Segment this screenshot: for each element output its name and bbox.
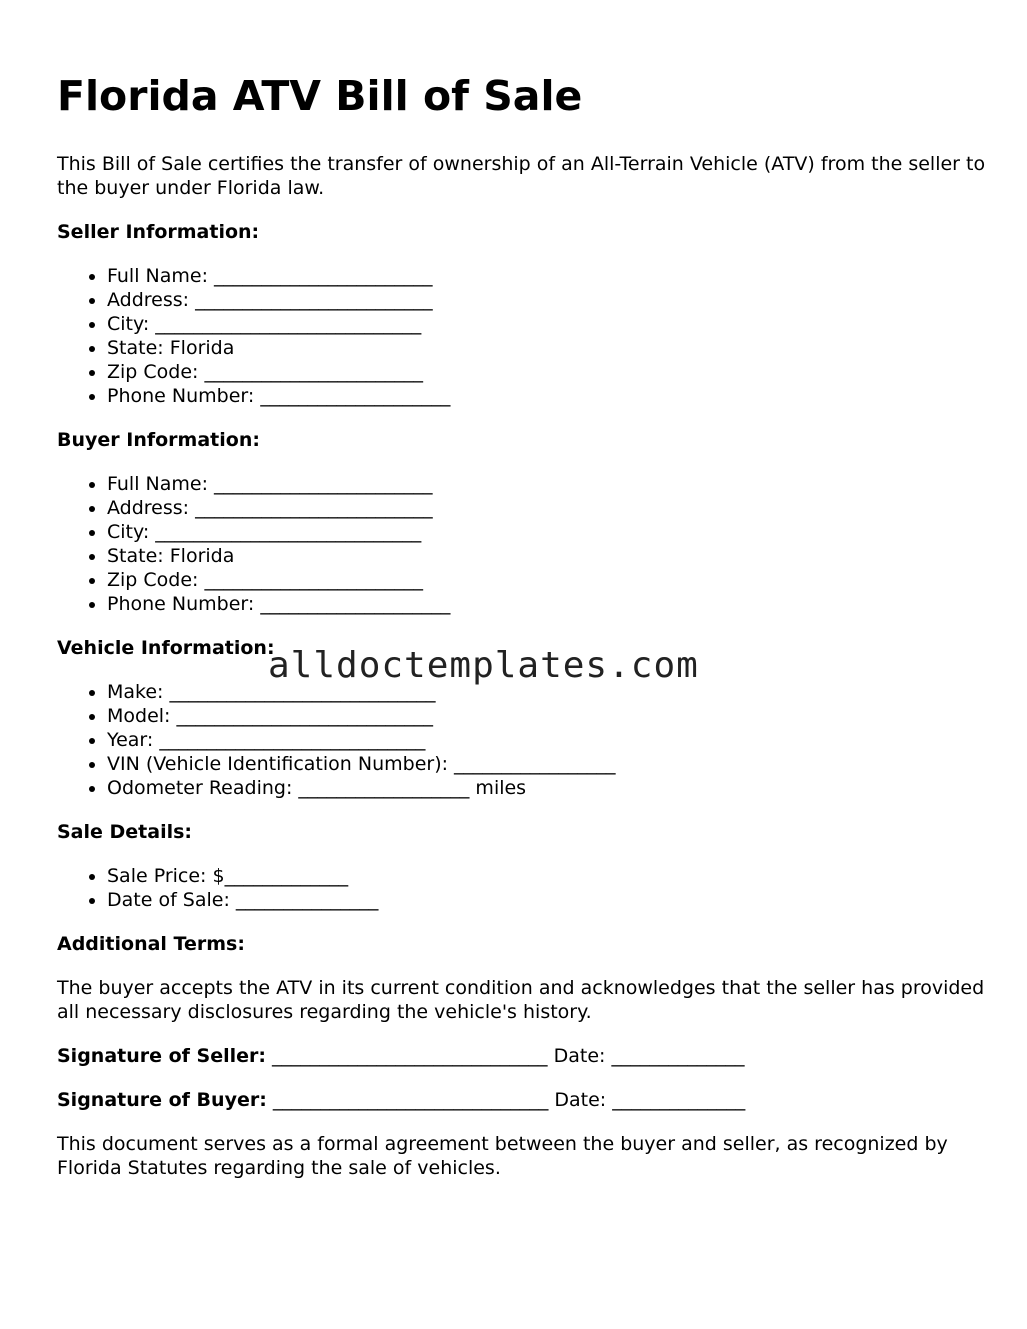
seller-zip: • Zip Code: _______________________: [107, 360, 987, 384]
document-title: Florida ATV Bill of Sale: [57, 72, 583, 120]
seller-signature-line: [57, 1044, 987, 1068]
watermark-text: alldoctemplates.com: [268, 645, 699, 686]
buyer-city: • City: ____________________________: [107, 520, 987, 544]
buyer-signature-fields: _____________________________ Date: ______________: [266, 1089, 746, 1111]
seller-heading: Seller Information:: [57, 221, 260, 243]
buyer-list: [57, 472, 987, 616]
seller-list: [57, 264, 987, 408]
sale-date: • Date of Sale: _______________: [107, 888, 987, 912]
sale-price: • Sale Price: $_____________: [107, 864, 987, 888]
buyer-phone: • Phone Number: ____________________: [107, 592, 987, 616]
document-page: [57, 70, 987, 1200]
buyer-heading: Buyer Information:: [57, 429, 260, 451]
vehicle-model: • Model: ___________________________: [107, 704, 987, 728]
buyer-zip: • Zip Code: _______________________: [107, 568, 987, 592]
seller-state: • State: Florida: [107, 336, 987, 360]
vehicle-year: • Year: ____________________________: [107, 728, 987, 752]
closing-paragraph: This document serves as a formal agreement between the buyer and seller, as recognized by Florida Statutes regarding the sale of vehicles.: [57, 1133, 948, 1179]
buyer-signature-line: [57, 1088, 987, 1112]
seller-address: • Address: _________________________: [107, 288, 987, 312]
vehicle-odometer: • Odometer Reading: __________________ miles: [107, 776, 987, 800]
seller-phone: • Phone Number: ____________________: [107, 384, 987, 408]
terms-heading: Additional Terms:: [57, 933, 245, 955]
vehicle-heading: Vehicle Information:: [57, 637, 275, 659]
buyer-address: • Address: _________________________: [107, 496, 987, 520]
buyer-state: • State: Florida: [107, 544, 987, 568]
vehicle-list: [57, 680, 987, 800]
vehicle-vin: • VIN (Vehicle Identification Number): _________________: [107, 752, 987, 776]
seller-full-name: • Full Name: _______________________: [107, 264, 987, 288]
seller-city: • City: ____________________________: [107, 312, 987, 336]
seller-signature-fields: _____________________________ Date: ______________: [266, 1045, 745, 1067]
sale-list: [57, 864, 987, 912]
buyer-signature-label: Signature of Buyer:: [57, 1089, 267, 1111]
intro-paragraph: This Bill of Sale certifies the transfer of ownership of an All-Terrain Vehicle (ATV) from the seller to the buyer under Florida law.: [57, 153, 986, 199]
buyer-full-name: • Full Name: _______________________: [107, 472, 987, 496]
terms-paragraph: The buyer accepts the ATV in its current condition and acknowledges that the seller has provided all necessary disclosures regarding the vehicle's history.: [57, 977, 985, 1023]
seller-signature-label: Signature of Seller:: [57, 1045, 267, 1067]
sale-heading: Sale Details:: [57, 821, 193, 843]
vehicle-make: • Make: ____________________________: [107, 680, 987, 704]
